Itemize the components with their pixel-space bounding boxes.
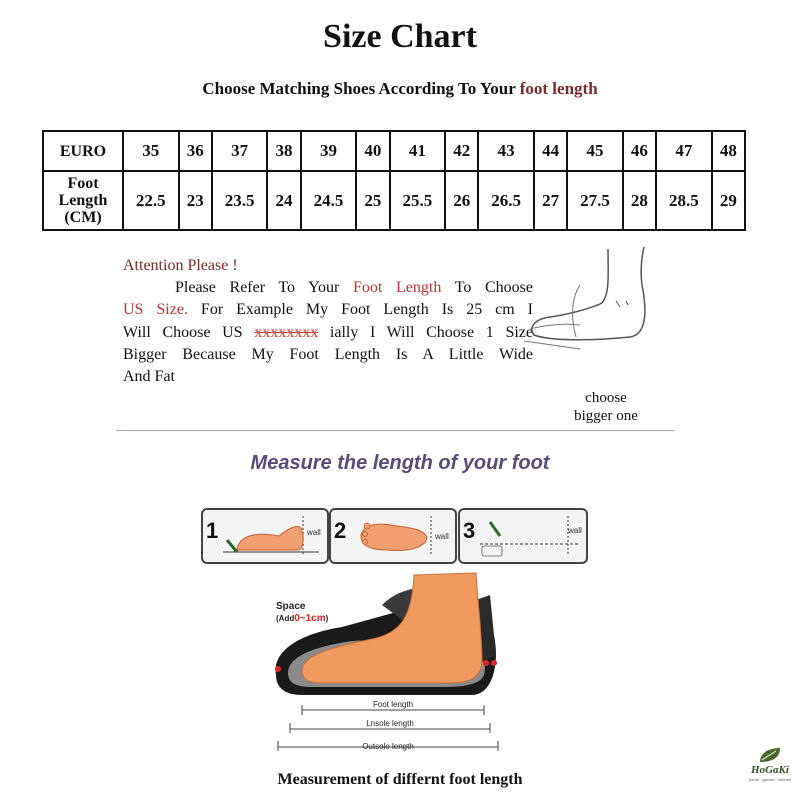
step-2-panel xyxy=(329,508,457,564)
space-add-label xyxy=(276,613,329,624)
step-1-wall-label: wall xyxy=(307,528,321,537)
foot-length-cell: 27 xyxy=(534,171,567,230)
measure-title: Measure the length of your foot xyxy=(250,452,550,474)
attention-foot-length: Foot Length xyxy=(353,279,442,296)
step-3-measure-icon xyxy=(476,514,584,558)
foot-length-cell: 26.5 xyxy=(478,171,534,230)
foot-length-label: Foot length xyxy=(372,700,414,709)
choose-bigger-note xyxy=(560,389,652,425)
foot-length-cell: 25 xyxy=(356,171,389,230)
euro-size-cell: 38 xyxy=(267,131,300,171)
brand-logo xyxy=(742,746,798,786)
attention-text: To Choose xyxy=(441,279,533,296)
section-divider xyxy=(116,430,674,431)
logo-tagline: home · garden · kitchen xyxy=(748,777,792,782)
choose-bigger-line-1: choose xyxy=(585,390,627,406)
euro-size-cell: 36 xyxy=(179,131,212,171)
foot-length-cell: 24.5 xyxy=(301,171,357,230)
euro-size-cell: 43 xyxy=(478,131,534,171)
attention-text: ially I Will Choose 1 Size xyxy=(318,324,534,341)
euro-size-cell: 48 xyxy=(712,131,745,171)
foot-length-cell: 29 xyxy=(712,171,745,230)
euro-size-cell: 42 xyxy=(445,131,478,171)
attention-text: Will Choose US xyxy=(123,324,255,341)
foot-length-cell: 25.5 xyxy=(390,171,446,230)
foot-label-1: Foot xyxy=(67,175,99,192)
attention-text: For Example My Foot Length Is 25 cm I xyxy=(187,301,534,318)
foot-label-2: Length xyxy=(58,192,108,209)
subtitle-prefix: Choose Matching Shoes According To Your xyxy=(202,79,520,98)
space-label: Space xyxy=(276,601,306,612)
step-1-number: 1 xyxy=(206,518,219,543)
attention-text: Please Refer To Your xyxy=(175,279,354,296)
attention-struck-text: xxxxxxxx xyxy=(254,324,319,341)
foot-length-cell: 26 xyxy=(445,171,478,230)
step-2-number: 2 xyxy=(334,518,347,543)
step-3-number: 3 xyxy=(463,518,476,543)
foot-length-header xyxy=(43,171,123,230)
subtitle xyxy=(0,79,800,99)
attention-line-1 xyxy=(123,279,533,297)
euro-size-cell: 46 xyxy=(623,131,656,171)
outsole-length-label: Outsole length xyxy=(362,742,414,751)
shoe-measurement-diagram xyxy=(262,565,514,765)
euro-size-cell: 44 xyxy=(534,131,567,171)
logo-name: HoGaKi xyxy=(751,764,789,776)
foot-length-cell: 28.5 xyxy=(656,171,712,230)
step-2-wall-label: wall xyxy=(435,532,449,541)
foot-length-cell: 23 xyxy=(179,171,212,230)
euro-row xyxy=(43,131,745,171)
euro-size-cell: 45 xyxy=(567,131,623,171)
foot-length-cell: 24 xyxy=(267,171,300,230)
euro-size-cell: 35 xyxy=(123,131,179,171)
attention-line-2 xyxy=(123,301,533,319)
euro-size-cell: 39 xyxy=(301,131,357,171)
space-add-range: 0~1cm xyxy=(294,613,326,624)
euro-header: EURO xyxy=(43,131,123,171)
attention-line-4: Bigger Because My Foot Length Is A Little Wide xyxy=(123,346,533,363)
page-title: Size Chart xyxy=(323,18,477,55)
euro-size-cell: 37 xyxy=(212,131,268,171)
foot-length-cell: 27.5 xyxy=(567,171,623,230)
euro-size-cell: 40 xyxy=(356,131,389,171)
size-table xyxy=(42,130,746,231)
foot-sketch-illustration xyxy=(520,245,660,360)
foot-length-row xyxy=(43,171,745,230)
subtitle-highlight: foot length xyxy=(519,79,598,98)
choose-bigger-line-2: bigger one xyxy=(574,408,638,424)
leaf-icon xyxy=(756,746,784,764)
euro-size-cell: 41 xyxy=(390,131,446,171)
attention-line-3 xyxy=(123,324,533,342)
insole-length-label: Lnsole length xyxy=(366,719,414,728)
foot-length-cell: 23.5 xyxy=(212,171,268,230)
attention-line-5: And Fat xyxy=(123,368,175,385)
attention-us-size: US Size. xyxy=(123,301,188,318)
bottom-caption: Measurement of differnt foot length xyxy=(277,771,523,788)
space-add-prefix: (Add xyxy=(276,614,295,623)
euro-size-cell: 47 xyxy=(656,131,712,171)
attention-title: Attention Please ! xyxy=(123,257,238,274)
step-1-panel xyxy=(201,508,329,564)
foot-length-cell: 28 xyxy=(623,171,656,230)
foot-label-3: (CM) xyxy=(64,209,102,226)
space-add-suffix: ) xyxy=(325,614,329,623)
step-3-panel xyxy=(458,508,588,564)
foot-length-cell: 22.5 xyxy=(123,171,179,230)
step-3-wall-label: wall xyxy=(568,526,582,535)
